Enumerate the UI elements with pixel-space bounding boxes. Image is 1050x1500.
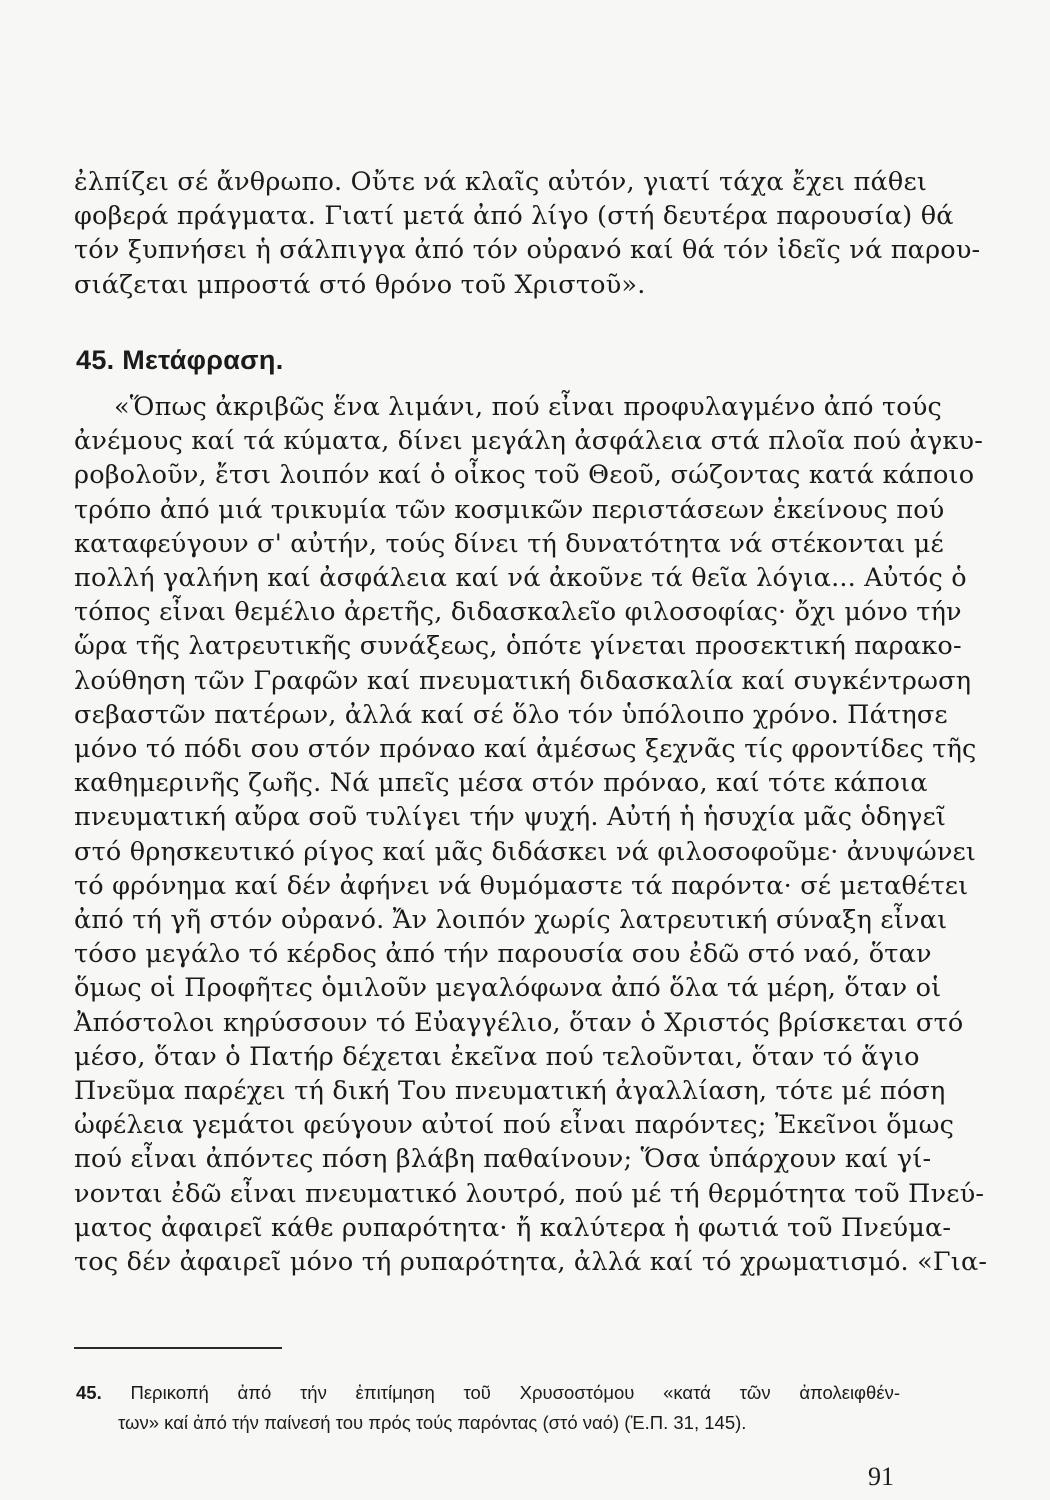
text-line: λούθηση τῶν Γραφῶν καί πνευματική διδασκαλία καί συγκέντρωση: [74, 665, 972, 696]
text-line: πού εἶναι ἀπόντες πόση βλάβη παθαίνουν; Ὅσα ὑπάρχουν καί γί-: [74, 1144, 932, 1175]
text-line: μέσο, ὅταν ὁ Πατήρ δέχεται ἐκεῖνα πού τελοῦνται, ὅταν τό ἅγιο: [74, 1041, 920, 1072]
text-line: σιάζεται μπροστά στό θρόνο τοῦ Χριστοῦ».: [74, 269, 646, 300]
text-line: ὥρα τῆς λατρευτικῆς συνάξεως, ὁπότε γίνεται προσεκτική παρακο-: [74, 631, 962, 662]
footnote: [76, 1378, 900, 1438]
text-line: ροβολοῦν, ἔτσι λοιπόν καί ὁ οἶκος τοῦ Θεοῦ, σώζοντας κατά κάποιο: [74, 460, 975, 491]
text-line: καταφεύγουν σ' αὐτήν, τούς δίνει τή δυνατότητα νά στέκονται μέ: [74, 528, 944, 559]
text-line: φοβερά πράγματα. Γιατί μετά ἀπό λίγο (στή δευτέρα παρουσία) θά: [74, 201, 954, 232]
text-line: μόνο τό πόδι σου στόν πρόναο καί ἀμέσως ξεχνᾶς τίς φροντίδες τῆς: [74, 734, 977, 765]
text-line: στό θρησκευτικό ρίγος καί μᾶς διδάσκει νά φιλοσοφοῦμε· ἀνυψώνει: [74, 836, 977, 867]
text-line: Πνεῦμα παρέχει τή δική Του πνευματική ἀγαλλίαση, τότε μέ πόση: [74, 1076, 946, 1107]
text-line: τόπος εἶναι θεμέλιο ἀρετῆς, διδασκαλεῖο φιλοσοφίας· ὄχι μόνο τήν: [74, 597, 962, 628]
page-number: 91: [868, 1462, 894, 1491]
footnote-text: Περικοπή ἀπό τήν ἐπιτίμηση τοῦ Χρυσοστόμου «κατά τῶν ἀπολειφθέν-: [130, 1382, 900, 1403]
text-line: πνευματική αὔρα σοῦ τυλίγει τήν ψυχή. Αὐτή ἡ ἡσυχία μᾶς ὁδηγεῖ: [74, 802, 947, 833]
footnote-divider: [74, 1347, 282, 1349]
text-line: ἐλπίζει σέ ἄνθρωπο. Οὔτε νά κλαῖς αὐτόν, γιατί τάχα ἔχει πάθει: [74, 167, 928, 197]
text-line: τό φρόνημα καί δέν ἀφήνει νά θυμόμαστε τά παρόντα· σέ μεταθέτει: [74, 870, 969, 901]
footnote-line: [76, 1378, 900, 1408]
text-line: «Ὅπως ἀκριβῶς ἕνα λιμάνι, πού εἶναι προφυλαγμένο ἀπό τούς: [114, 392, 943, 422]
text-line: ὅμως οἱ Προφῆτες ὁμιλοῦν μεγαλόφωνα ἀπό ὅλα τά μέρη, ὅταν οἱ: [74, 973, 942, 1004]
text-line: Ἀπόστολοι κηρύσσουν τό Εὐαγγέλιο, ὅταν ὁ Χριστός βρίσκεται στό: [74, 1007, 964, 1038]
text-line: ματος ἀφαιρεῖ κάθε ρυπαρότητα· ἤ καλύτερα ἡ φωτιά τοῦ Πνεύμα-: [74, 1212, 952, 1243]
text-line: καθημερινῆς ζωῆς. Νά μπεῖς μέσα στόν πρόναο, καί τότε κάποια: [74, 768, 928, 799]
text-line: ἀνέμους καί τά κύματα, δίνει μεγάλη ἀσφάλεια στά πλοῖα πού ἀγκυ-: [74, 426, 984, 457]
text-line: τος δέν ἀφαιρεῖ μόνο τή ρυπαρότητα, ἀλλά καί τό χρωματισμό. «Για-: [74, 1247, 988, 1278]
text-line: τρόπο ἀπό μιά τρικυμία τῶν κοσμικῶν περιστάσεων ἐκείνους πού: [74, 494, 945, 525]
section-heading: 45. Μετάφραση.: [76, 345, 284, 375]
text-line: πολλή γαλήνη καί ἀσφάλεια καί νά ἀκοῦνε τά θεῖα λόγια... Αὐτός ὁ: [74, 563, 967, 594]
footnote-number: 45.: [76, 1382, 102, 1403]
footnote-line: των» καί ἀπό τήν παίνεσή του πρός τούς παρόντας (στό ναό) (Ἐ.Π. 31, 145).: [118, 1412, 747, 1433]
text-line: τόν ξυπνήσει ἡ σάλπιγγα ἀπό τόν οὐρανό καί θά τόν ἰδεῖς νά παρου-: [74, 235, 981, 266]
text-line: νονται ἐδῶ εἶναι πνευματικό λουτρό, πού μέ τή θερμότητα τοῦ Πνεύ-: [74, 1178, 985, 1209]
translation-paragraph: [74, 390, 988, 1279]
text-line: ἀπό τή γῆ στόν οὐρανό. Ἄν λοιπόν χωρίς λατρευτική σύναξη εἶναι: [74, 905, 948, 936]
text-line: ὠφέλεια γεμάτοι φεύγουν αὐτοί πού εἶναι παρόντες; Ἐκεῖνοι ὅμως: [74, 1110, 955, 1141]
text-line: σεβαστῶν πατέρων, ἀλλά καί σέ ὅλο τόν ὑπόλοιπο χρόνο. Πάτησε: [74, 699, 948, 730]
continued-paragraph: [74, 165, 981, 302]
text-line: τόσο μεγάλο τό κέρδος ἀπό τήν παρουσία σου ἐδῶ στό ναό, ὅταν: [74, 939, 932, 970]
